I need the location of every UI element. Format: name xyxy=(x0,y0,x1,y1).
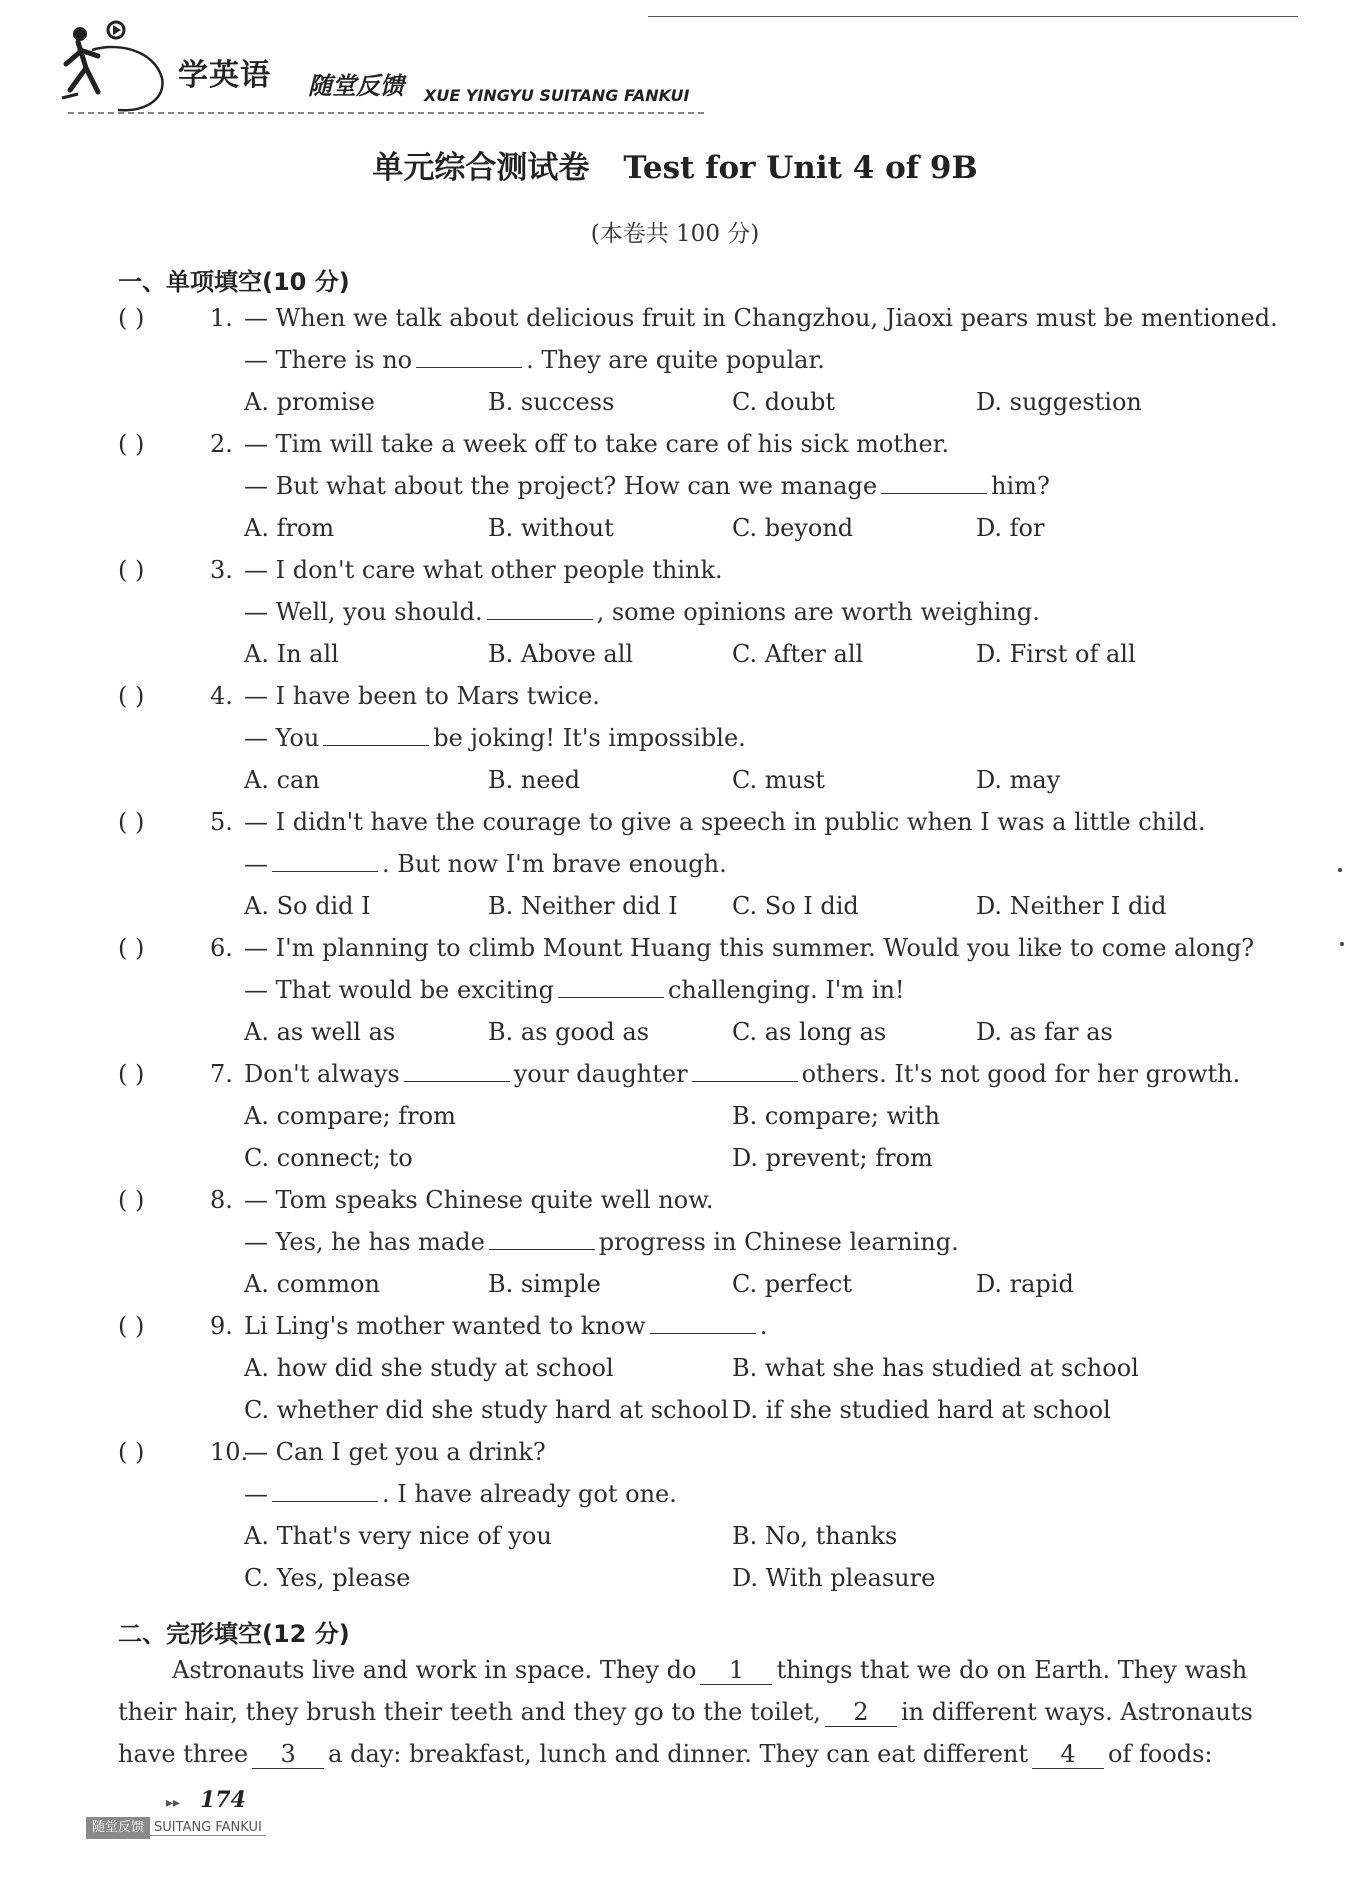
section-2-heading: 二、完形填空(12 分) xyxy=(118,1620,350,1648)
question-number: 10. xyxy=(210,1438,249,1466)
page-subtitle: (本卷共 100 分) xyxy=(590,221,760,247)
question-number: 6. xyxy=(210,934,233,962)
question-number: 9. xyxy=(210,1312,233,1340)
question-text: — Well, you should. , some opinions are worth weighing. xyxy=(244,598,1040,626)
option-b[interactable]: B. what she has studied at school xyxy=(732,1354,1139,1382)
cloze-blank-1[interactable]: 1 xyxy=(700,1656,772,1685)
option-a[interactable]: A. can xyxy=(244,766,320,794)
option-c[interactable]: C. doubt xyxy=(732,388,836,416)
brand-title-en: XUE YINGYU SUITANG FANKUI xyxy=(424,86,690,105)
answer-blank[interactable] xyxy=(416,346,522,368)
footer-tag xyxy=(86,1816,266,1840)
answer-blank[interactable] xyxy=(404,1060,510,1082)
option-a[interactable]: A. That's very nice of you xyxy=(244,1522,552,1550)
option-b[interactable]: B. without xyxy=(488,514,614,542)
option-c[interactable]: C. So I did xyxy=(732,892,859,920)
option-b[interactable]: B. as good as xyxy=(488,1018,650,1046)
question-number: 4. xyxy=(210,682,233,710)
option-d[interactable]: D. suggestion xyxy=(976,388,1142,416)
question-number: 7. xyxy=(210,1060,233,1088)
cloze-blank-4[interactable]: 4 xyxy=(1032,1740,1104,1769)
option-b[interactable]: B. simple xyxy=(488,1270,601,1298)
header-dashed-rule xyxy=(68,112,704,114)
runner-logo-icon xyxy=(58,20,168,116)
option-d[interactable]: D. may xyxy=(976,766,1061,794)
option-d[interactable]: D. With pleasure xyxy=(732,1564,936,1592)
option-c[interactable]: C. perfect xyxy=(732,1270,852,1298)
cloze-line-3: have three 3 a day: breakfast, lunch and dinner. They can eat different 4 of foods: xyxy=(118,1740,1213,1768)
answer-blank[interactable] xyxy=(558,976,664,998)
answer-blank[interactable] xyxy=(272,1480,378,1502)
option-d[interactable]: D. Neither I did xyxy=(976,892,1167,920)
question-text: — Can I get you a drink? xyxy=(244,1438,546,1466)
answer-paren[interactable]: ( ) xyxy=(118,1438,145,1466)
option-d[interactable]: D. if she studied hard at school xyxy=(732,1396,1111,1424)
option-a[interactable]: A. In all xyxy=(244,640,339,668)
question-text: — I didn't have the courage to give a speech in public when I was a little child. xyxy=(244,808,1206,836)
option-a[interactable]: A. from xyxy=(244,514,335,542)
question-text: — I don't care what other people think. xyxy=(244,556,723,584)
question-text: — Yes, he has made progress in Chinese learning. xyxy=(244,1228,959,1256)
scan-speck xyxy=(1338,868,1342,872)
answer-blank[interactable] xyxy=(487,598,593,620)
option-d[interactable]: D. for xyxy=(976,514,1045,542)
title-cn: 单元综合测试卷 xyxy=(372,150,590,186)
cloze-line-2: their hair, they brush their teeth and they go to the toilet, 2 in different ways. Astronauts xyxy=(118,1698,1253,1726)
question-number: 3. xyxy=(210,556,233,584)
question-text: — When we talk about delicious fruit in Changzhou, Jiaoxi pears must be mentioned. xyxy=(244,304,1278,332)
question-text: — I have been to Mars twice. xyxy=(244,682,600,710)
option-d[interactable]: D. First of all xyxy=(976,640,1136,668)
footer-tag-cn: 随堂反馈 xyxy=(86,1817,150,1839)
page-number: 174 xyxy=(200,1787,246,1813)
question-number: 1. xyxy=(210,304,233,332)
answer-blank[interactable] xyxy=(272,850,378,872)
header-rule xyxy=(648,16,1298,17)
scan-speck xyxy=(1340,942,1344,946)
option-a[interactable]: A. promise xyxy=(244,388,375,416)
cloze-line-1: Astronauts live and work in space. They do 1 things that we do on Earth. They wash xyxy=(172,1656,1248,1684)
answer-blank[interactable] xyxy=(692,1060,798,1082)
answer-paren[interactable]: ( ) xyxy=(118,934,145,962)
option-a[interactable]: A. compare; from xyxy=(244,1102,456,1130)
question-text: Li Ling's mother wanted to know . xyxy=(244,1312,768,1340)
option-c[interactable]: C. After all xyxy=(732,640,864,668)
brand-subtitle-cn: 随堂反馈 xyxy=(308,72,404,100)
option-c[interactable]: C. as long as xyxy=(732,1018,887,1046)
double-arrow-icon: ▸▸ xyxy=(166,1795,181,1811)
footer-tag-en: SUITANG FANKUI xyxy=(150,1820,266,1836)
question-text: — . I have already got one. xyxy=(244,1480,677,1508)
page-header xyxy=(58,16,1298,116)
question-text: — . But now I'm brave enough. xyxy=(244,850,727,878)
question-text: — You be joking! It's impossible. xyxy=(244,724,746,752)
question-text: — There is no . They are quite popular. xyxy=(244,346,825,374)
answer-paren[interactable]: ( ) xyxy=(118,430,145,458)
option-c[interactable]: C. Yes, please xyxy=(244,1564,411,1592)
option-c[interactable]: C. connect; to xyxy=(244,1144,413,1172)
answer-blank[interactable] xyxy=(489,1228,595,1250)
option-a[interactable]: A. So did I xyxy=(244,892,371,920)
question-text: — That would be exciting challenging. I'm in! xyxy=(244,976,905,1004)
answer-blank[interactable] xyxy=(650,1312,756,1334)
answer-paren[interactable]: ( ) xyxy=(118,304,145,332)
question-text: — Tim will take a week off to take care of his sick mother. xyxy=(244,430,950,458)
answer-blank[interactable] xyxy=(881,472,987,494)
option-c[interactable]: C. whether did she study hard at school xyxy=(244,1396,729,1424)
answer-paren[interactable]: ( ) xyxy=(118,1186,145,1214)
question-text: — But what about the project? How can we manage him? xyxy=(244,472,1050,500)
option-b[interactable]: B. need xyxy=(488,766,581,794)
option-b[interactable]: B. Above all xyxy=(488,640,634,668)
page-title xyxy=(0,142,1350,187)
option-d[interactable]: D. prevent; from xyxy=(732,1144,933,1172)
title-en: Test for Unit 4 of 9B xyxy=(623,150,978,186)
question-text: — Tom speaks Chinese quite well now. xyxy=(244,1186,714,1214)
option-d[interactable]: D. as far as xyxy=(976,1018,1113,1046)
question-text: — I'm planning to climb Mount Huang this summer. Would you like to come along? xyxy=(244,934,1255,962)
option-b[interactable]: B. No, thanks xyxy=(732,1522,898,1550)
answer-blank[interactable] xyxy=(323,724,429,746)
question-text: Don't always your daughter others. It's not good for her growth. xyxy=(244,1060,1241,1088)
answer-paren[interactable]: ( ) xyxy=(118,556,145,584)
option-b[interactable]: B. compare; with xyxy=(732,1102,940,1130)
question-number: 5. xyxy=(210,808,233,836)
question-number: 8. xyxy=(210,1186,233,1214)
answer-paren[interactable]: ( ) xyxy=(118,682,145,710)
option-b[interactable]: B. success xyxy=(488,388,615,416)
option-a[interactable]: A. as well as xyxy=(244,1018,396,1046)
answer-paren[interactable]: ( ) xyxy=(118,808,145,836)
option-d[interactable]: D. rapid xyxy=(976,1270,1074,1298)
option-a[interactable]: A. how did she study at school xyxy=(244,1354,614,1382)
brand-title-cn: 学英语 xyxy=(178,58,271,93)
cloze-blank-3[interactable]: 3 xyxy=(252,1740,324,1769)
option-c[interactable]: C. beyond xyxy=(732,514,854,542)
section-1-heading: 一、单项填空(10 分) xyxy=(118,268,350,296)
answer-paren[interactable]: ( ) xyxy=(118,1060,145,1088)
option-c[interactable]: C. must xyxy=(732,766,825,794)
question-number: 2. xyxy=(210,430,233,458)
cloze-blank-2[interactable]: 2 xyxy=(825,1698,897,1727)
option-b[interactable]: B. Neither did I xyxy=(488,892,678,920)
option-a[interactable]: A. common xyxy=(244,1270,380,1298)
answer-paren[interactable]: ( ) xyxy=(118,1312,145,1340)
